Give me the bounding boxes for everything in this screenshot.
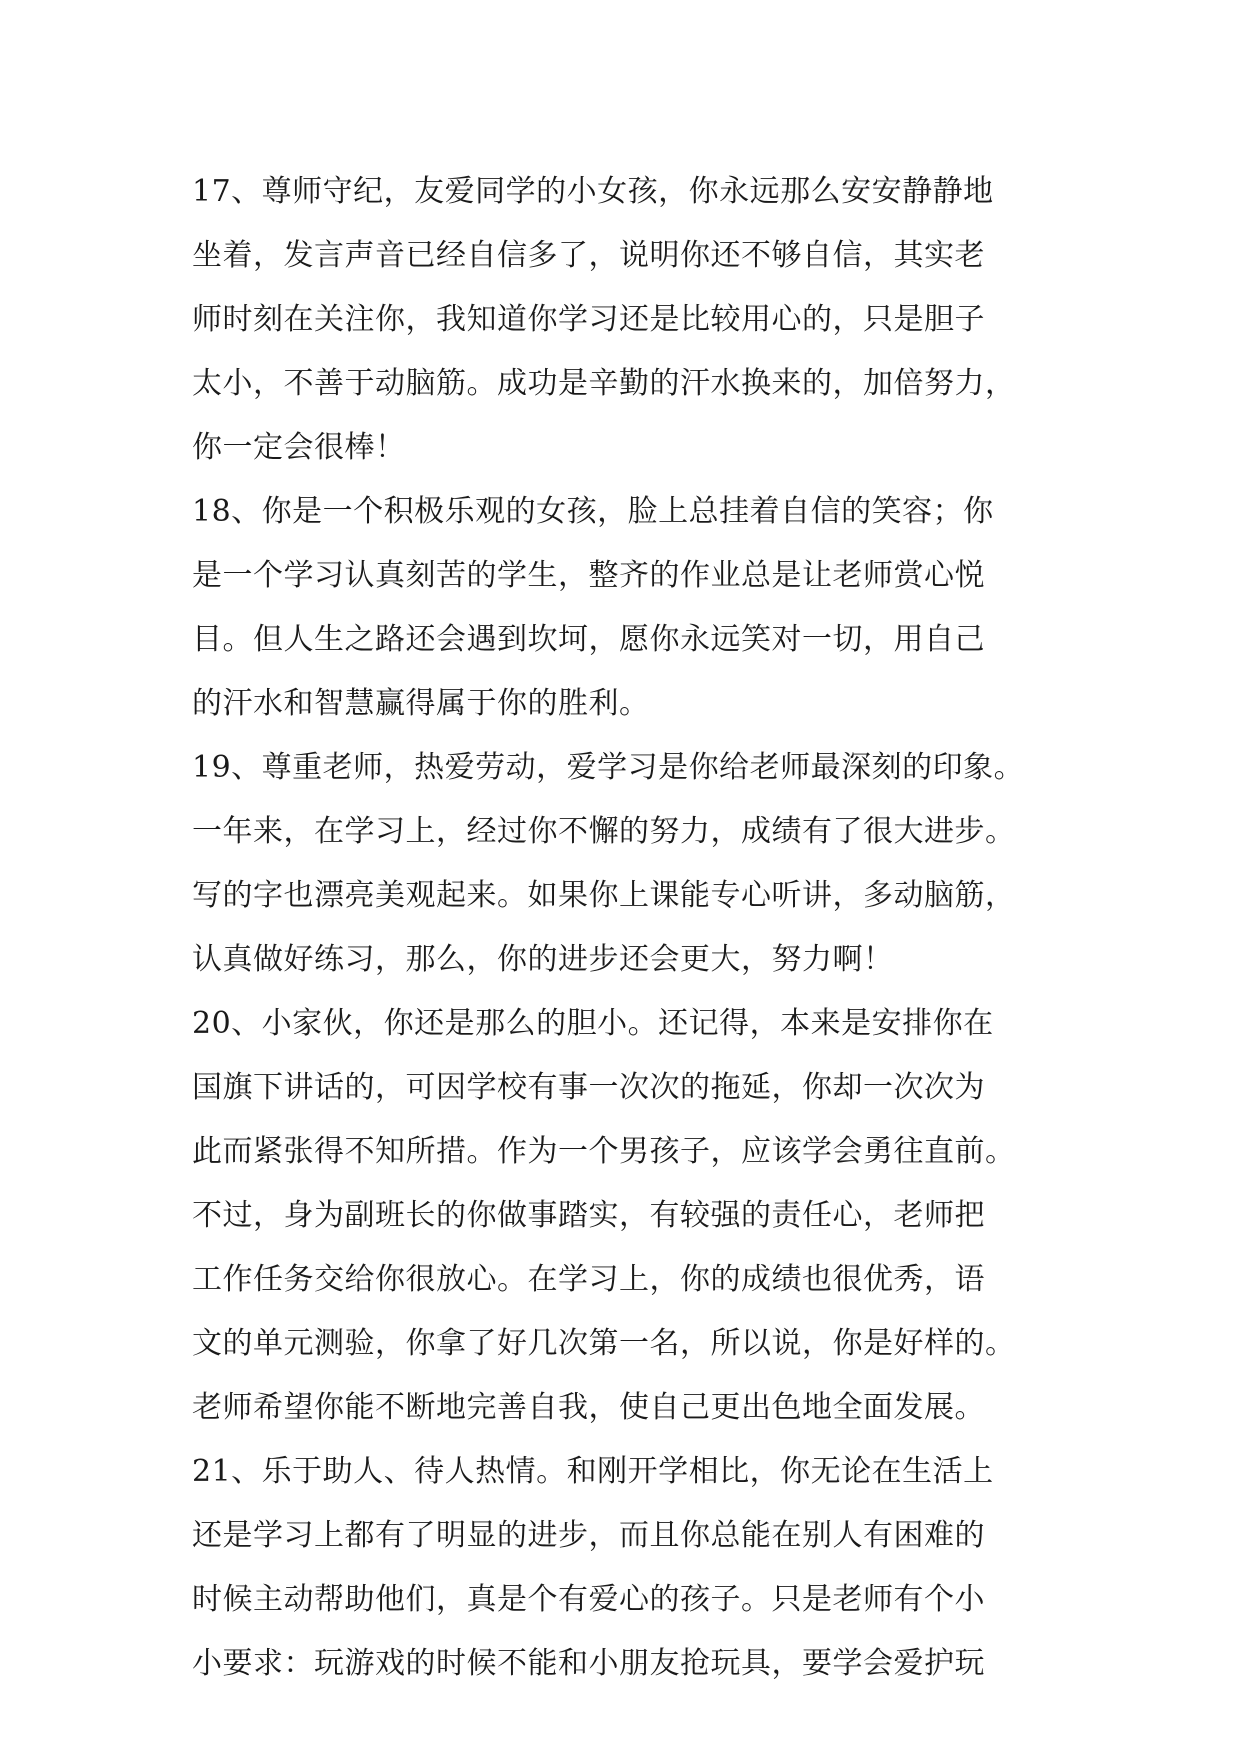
text-line: 时候主动帮助他们，真是个有爱心的孩子。只是老师有个小 [192, 1582, 985, 1617]
text-line: 文的单元测验，你拿了好几次第一名，所以说，你是好样的。 [192, 1326, 1016, 1361]
text-line: 是一个学习认真刻苦的学生，整齐的作业总是让老师赏心悦 [192, 558, 985, 593]
text-line: 17、尊师守纪，友爱同学的小女孩，你永远那么安安静静地 [192, 174, 994, 209]
text-line: 目。但人生之路还会遇到坎坷，愿你永远笑对一切，用自己 [192, 622, 985, 657]
text-line: 太小，不善于动脑筋。成功是辛勤的汗水换来的，加倍努力， [192, 366, 1016, 401]
text-line: 老师希望你能不断地完善自我，使自己更出色地全面发展。 [192, 1390, 985, 1425]
text-line: 19、尊重老师，热爱劳动，爱学习是你给老师最深刻的印象。 [192, 750, 1025, 785]
text-line: 国旗下讲话的，可因学校有事一次次的拖延，你却一次次为 [192, 1070, 985, 1105]
text-line: 还是学习上都有了明显的进步，而且你总能在别人有困难的 [192, 1518, 985, 1553]
text-line: 21、乐于助人、待人热情。和刚开学相比，你无论在生活上 [192, 1454, 994, 1489]
text-line: 师时刻在关注你，我知道你学习还是比较用心的，只是胆子 [192, 302, 985, 337]
text-line: 小要求：玩游戏的时候不能和小朋友抢玩具，要学会爱护玩 [192, 1646, 985, 1681]
text-line: 你一定会很棒！ [192, 430, 406, 465]
text-line: 认真做好练习，那么，你的进步还会更大，努力啊！ [192, 942, 894, 977]
text-line: 不过，身为副班长的你做事踏实，有较强的责任心，老师把 [192, 1198, 985, 1233]
text-line: 此而紧张得不知所措。作为一个男孩子，应该学会勇往直前。 [192, 1134, 1016, 1169]
text-line: 工作任务交给你很放心。在学习上，你的成绩也很优秀，语 [192, 1262, 985, 1297]
text-line: 18、你是一个积极乐观的女孩，脸上总挂着自信的笑容；你 [192, 494, 994, 529]
document-body [192, 160, 1072, 1696]
text-line: 写的字也漂亮美观起来。如果你上课能专心听讲，多动脑筋， [192, 878, 1016, 913]
text-line: 的汗水和智慧赢得属于你的胜利。 [192, 686, 650, 721]
text-line: 一年来，在学习上，经过你不懈的努力，成绩有了很大进步。 [192, 814, 1016, 849]
text-line: 坐着，发言声音已经自信多了，说明你还不够自信，其实老 [192, 238, 985, 273]
text-line: 20、小家伙，你还是那么的胆小。还记得，本来是安排你在 [192, 1006, 994, 1041]
